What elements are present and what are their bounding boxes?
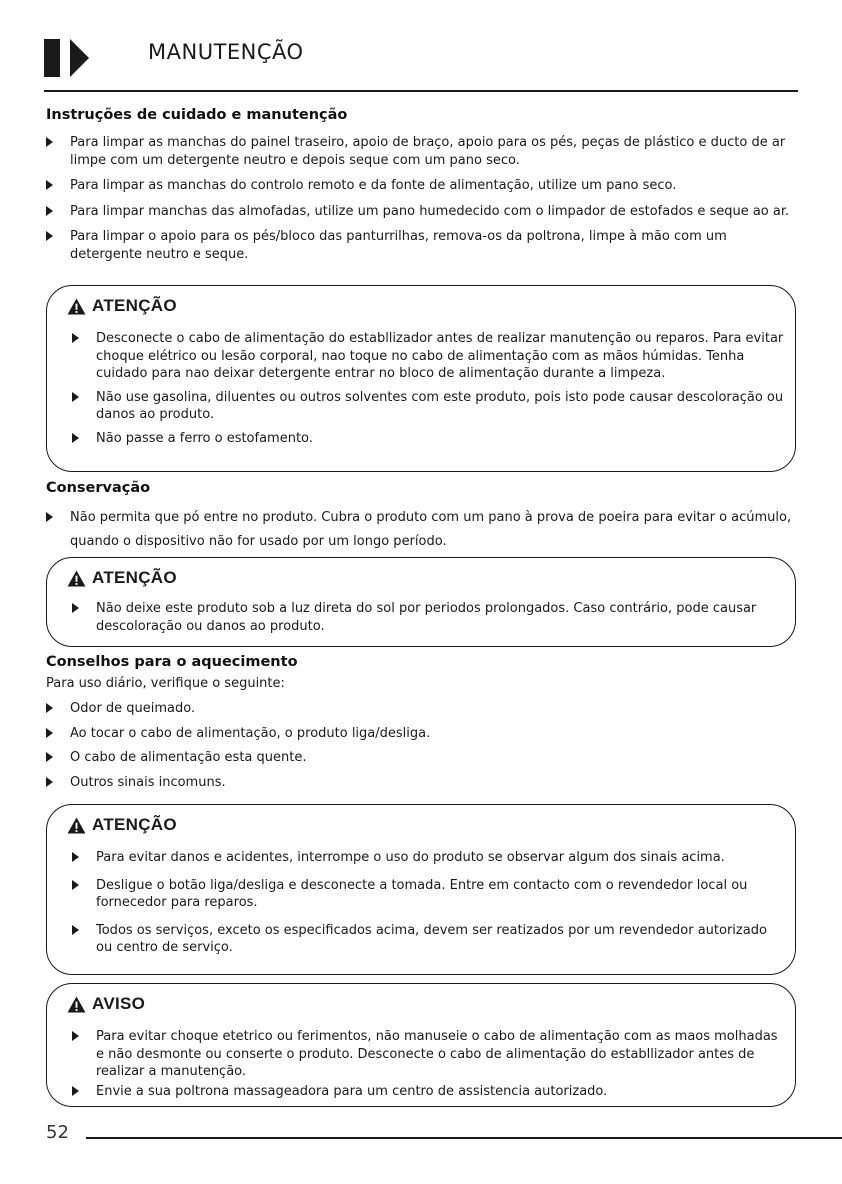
care-heading: Instruções de cuidado e manutenção [46,107,348,123]
list-item: Para limpar o apoio para os pés/bloco das panturrilhas, remova-os da poltrona, limpe à mão com um detergente neutro e seque. [46,228,794,263]
play-bar-icon [44,39,92,77]
bullet-arrow-icon [46,231,53,241]
care-list [46,134,794,263]
warning-list [72,330,784,447]
warning-list [72,600,784,635]
bullet-arrow-icon [46,180,53,190]
warning-box-attention-2 [46,557,796,647]
page-title: MANUTENÇÃO [148,40,304,64]
warning-title: ATENÇÃO [67,296,177,316]
bullet-arrow-icon [46,206,53,216]
heating-list [46,700,794,791]
list-item: Não deixe este produto sob a luz direta do sol por periodos prolongados. Caso contrário, pode causar descoloração ou danos ao produto. [72,600,784,635]
bullet-arrow-icon [46,777,53,787]
list-item: Para limpar as manchas do painel traseiro, apoio de braço, apoio para os pés, peças de plástico e ducto de ar limpe com um detergente neutro e depois seque com um pano seco. [46,134,794,169]
list-item: Para evitar choque etetrico ou ferimentos, não manuseie o cabo de alimentação com as maos molhadas e não desmonte ou conserte o produto. Desconecte o cabo de alimentação do establlizador antes de realizar a manutenção. [72,1028,784,1081]
warning-title: ATENÇÃO [67,568,177,588]
warning-triangle-icon [67,298,86,315]
list-item: Todos os serviços, exceto os especificados acima, devem ser reatizados por um revendedor autorizado ou centro de serviço. [72,922,784,957]
warning-box-notice [46,983,796,1107]
warning-list [72,849,784,957]
bullet-arrow-icon [46,137,53,147]
heating-intro: Para uso diário, verifique o seguinte: [46,676,285,691]
bullet-arrow-icon [46,512,53,522]
bullet-arrow-icon [72,392,79,402]
list-item: Desconecte o cabo de alimentação do establlizador antes de realizar manutenção ou reparos. Para evitar choque elétrico ou lesão corporal, nao toque no cabo de alimentação com as mãos húmidas. Tenha cuidado para nao deixar detergente entrar no bloco de alimentação durante a limpeza. [72,330,784,383]
warning-box-attention-3 [46,804,796,975]
list-item: Para limpar as manchas do controlo remoto e da fonte de alimentação, utilize um pano seco. [46,177,794,195]
bullet-arrow-icon [46,728,53,738]
list-item: Não permita que pó entre no produto. Cubra o produto com um pano à prova de poeira para evitar o acúmulo, quando o dispositivo não for usado por um longo período. [46,506,794,554]
bullet-arrow-icon [72,880,79,890]
warning-triangle-icon [67,996,86,1013]
warning-triangle-icon [67,817,86,834]
bullet-arrow-icon [72,603,79,613]
list-item: Ao tocar o cabo de alimentação, o produto liga/desliga. [46,725,794,743]
bullet-arrow-icon [72,333,79,343]
list-item: Envie a sua poltrona massageadora para um centro de assistencia autorizado. [72,1083,784,1101]
heating-heading: Conselhos para o aquecimento [46,654,298,670]
warning-list [72,1028,784,1100]
page-number: 52 [46,1122,69,1143]
warning-title: AVISO [67,994,145,1014]
header-divider [44,90,798,92]
warning-triangle-icon [67,570,86,587]
list-item: Odor de queimado. [46,700,794,718]
bullet-arrow-icon [72,1031,79,1041]
warning-box-attention-1 [46,285,796,472]
conservation-list [46,506,794,554]
bullet-arrow-icon [46,703,53,713]
bullet-arrow-icon [46,752,53,762]
list-item: O cabo de alimentação esta quente. [46,749,794,767]
bullet-arrow-icon [72,1086,79,1096]
list-item: Para limpar manchas das almofadas, utilize um pano humedecido com o limpador de estofados e seque ao ar. [46,203,794,221]
list-item: Não use gasolina, diluentes ou outros solventes com este produto, pois isto pode causar descoloração ou danos ao produto. [72,389,784,424]
list-item: Para evitar danos e acidentes, interrompe o uso do produto se observar algum dos sinais acima. [72,849,784,867]
footer-divider [86,1137,842,1139]
bullet-arrow-icon [72,852,79,862]
bullet-arrow-icon [72,925,79,935]
warning-title: ATENÇÃO [67,815,177,835]
list-item: Não passe a ferro o estofamento. [72,430,784,448]
bullet-arrow-icon [72,433,79,443]
conservation-heading: Conservação [46,480,151,496]
list-item: Desligue o botão liga/desliga e desconecte a tomada. Entre em contacto com o revendedor local ou fornecedor para reparos. [72,877,784,912]
list-item: Outros sinais incomuns. [46,774,794,792]
